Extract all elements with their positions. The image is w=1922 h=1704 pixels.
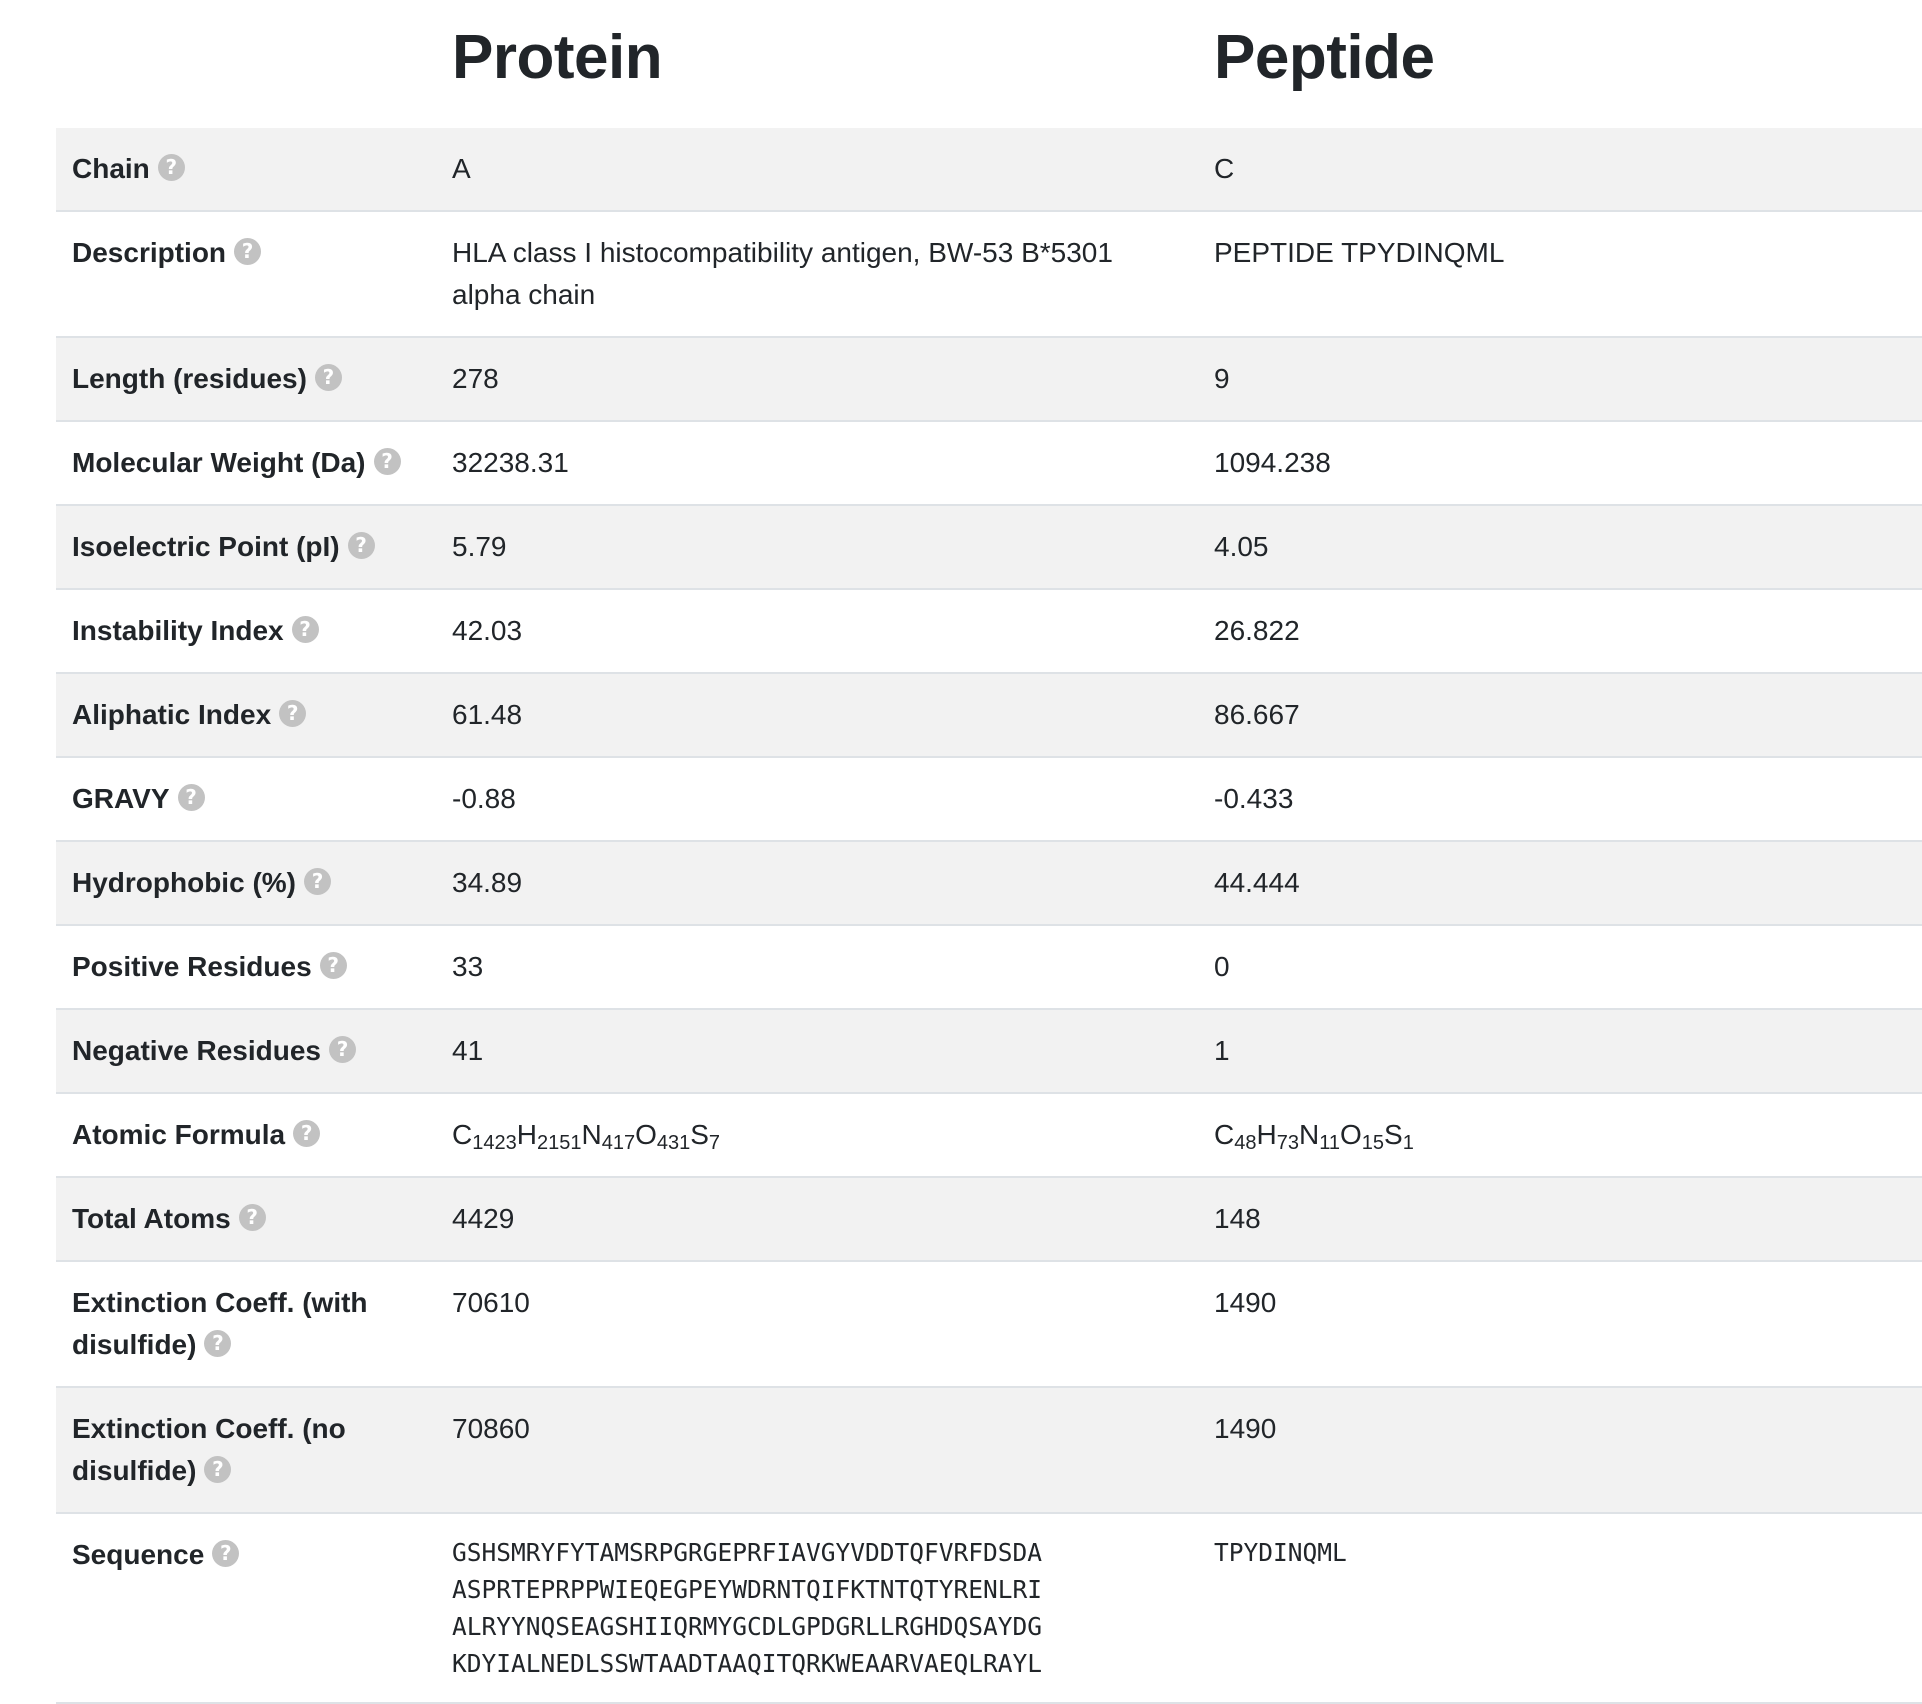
row-label bbox=[56, 337, 436, 421]
table-row bbox=[56, 1387, 1922, 1513]
row-label-text: Isoelectric Point (pI) bbox=[72, 531, 340, 562]
peptide-formula-h: 73 bbox=[1276, 1132, 1299, 1154]
protein-column-title: Protein bbox=[452, 23, 663, 92]
table-row bbox=[56, 128, 1922, 211]
protein-value: 70610 bbox=[452, 1287, 530, 1318]
protein-value: HLA class I histocompatibility antigen, BW-53 B*5301 alpha chain bbox=[452, 237, 1113, 310]
protein-value: 42.03 bbox=[452, 615, 523, 646]
peptide-formula-o: 15 bbox=[1361, 1132, 1384, 1154]
sequence-line: TPYDINQML bbox=[1214, 1538, 1347, 1567]
protein-value: 4429 bbox=[452, 1203, 515, 1234]
column-header-row bbox=[56, 0, 1922, 130]
protein-formula-h: 2151 bbox=[536, 1132, 582, 1154]
peptide-value: 26.822 bbox=[1214, 615, 1300, 646]
protein-value: 32238.31 bbox=[452, 447, 569, 478]
help-icon[interactable]: ? bbox=[234, 238, 261, 265]
row-label bbox=[56, 757, 436, 841]
table-row bbox=[56, 841, 1922, 925]
row-label-text: Extinction Coeff. (with disulfide) bbox=[72, 1287, 368, 1360]
row-label-text: Aliphatic Index bbox=[72, 699, 272, 730]
sequence-line: ASPRTEPRPPWIEQEGPEYWDRNTQIFKTNTQTYRENLRI bbox=[452, 1575, 1043, 1604]
protein-value: 5.79 bbox=[452, 531, 507, 562]
table-row bbox=[56, 505, 1922, 589]
help-icon[interactable]: ? bbox=[279, 700, 306, 727]
row-label bbox=[56, 925, 436, 1009]
help-icon[interactable]: ? bbox=[304, 868, 331, 895]
help-icon[interactable]: ? bbox=[158, 154, 185, 181]
protein-formula-n: 417 bbox=[601, 1132, 636, 1154]
help-icon[interactable]: ? bbox=[212, 1540, 239, 1567]
peptide-value: C bbox=[1214, 153, 1235, 184]
help-icon[interactable]: ? bbox=[329, 1036, 356, 1063]
protein-value: 278 bbox=[452, 363, 499, 394]
row-label bbox=[56, 1177, 436, 1261]
table-row bbox=[56, 421, 1922, 505]
table-row bbox=[56, 1177, 1922, 1261]
protein-value: 34.89 bbox=[452, 867, 523, 898]
protein-value: 41 bbox=[452, 1035, 484, 1066]
table-row bbox=[56, 1261, 1922, 1387]
row-label-text: Extinction Coeff. (no disulfide) bbox=[72, 1413, 346, 1486]
table-row bbox=[56, 1513, 1922, 1703]
row-label-text: Molecular Weight (Da) bbox=[72, 447, 366, 478]
protein-sequence bbox=[436, 1513, 1198, 1703]
peptide-sequence bbox=[1198, 1513, 1922, 1703]
help-icon[interactable]: ? bbox=[178, 784, 205, 811]
row-label bbox=[56, 589, 436, 673]
peptide-atomic-formula: $C_{48}H_{73}N_{11}O_{15}S_1$ bbox=[1214, 1119, 1414, 1154]
row-label-text: Description bbox=[72, 237, 227, 268]
row-label-text: Length (residues) bbox=[72, 363, 307, 394]
row-label-text: GRAVY bbox=[72, 783, 170, 814]
table-row bbox=[56, 589, 1922, 673]
row-label bbox=[56, 505, 436, 589]
row-label-text: Negative Residues bbox=[72, 1035, 321, 1066]
protein-formula-c: 1423 bbox=[472, 1132, 517, 1154]
peptide-value: -0.433 bbox=[1214, 783, 1294, 814]
table-row bbox=[56, 1093, 1922, 1177]
row-label-text: Sequence bbox=[72, 1539, 205, 1570]
sequence-line: ALRYYNQSEAGSHIIQRMYGCDLGPDGRLLRGHDQSAYDG bbox=[452, 1612, 1043, 1641]
row-label bbox=[56, 1387, 436, 1513]
table-row bbox=[56, 925, 1922, 1009]
row-label bbox=[56, 841, 436, 925]
help-icon[interactable]: ? bbox=[374, 448, 401, 475]
protein-value: A bbox=[452, 153, 471, 184]
peptide-formula-n: 11 bbox=[1319, 1132, 1340, 1154]
row-label bbox=[56, 1093, 436, 1177]
protein-value: 61.48 bbox=[452, 699, 523, 730]
peptide-formula-s: 1 bbox=[1402, 1132, 1414, 1154]
table-row bbox=[56, 1009, 1922, 1093]
peptide-value: PEPTIDE TPYDINQML bbox=[1214, 237, 1505, 268]
protein-formula-o: 431 bbox=[656, 1132, 691, 1154]
row-label bbox=[56, 1513, 436, 1703]
peptide-value: 86.667 bbox=[1214, 699, 1300, 730]
protein-formula-s: 7 bbox=[708, 1132, 721, 1154]
peptide-value: 9 bbox=[1214, 363, 1230, 394]
row-label bbox=[56, 211, 436, 337]
protein-value: 33 bbox=[452, 951, 484, 982]
peptide-column-title: Peptide bbox=[1214, 23, 1435, 92]
peptide-value: 1 bbox=[1214, 1035, 1230, 1066]
help-icon[interactable]: ? bbox=[204, 1330, 231, 1357]
protein-value: -0.88 bbox=[452, 783, 516, 814]
peptide-value: 148 bbox=[1214, 1203, 1261, 1234]
peptide-formula-c: 48 bbox=[1234, 1132, 1257, 1154]
help-icon[interactable]: ? bbox=[204, 1456, 231, 1483]
peptide-value: 4.05 bbox=[1214, 531, 1269, 562]
peptide-value: 0 bbox=[1214, 951, 1230, 982]
table-row bbox=[56, 757, 1922, 841]
table-row bbox=[56, 337, 1922, 421]
properties-table bbox=[56, 128, 1922, 1704]
sequence-line: KDYIALNEDLSSWTAADTAAQITQRKWEAARVAEQLRAYL bbox=[452, 1649, 1043, 1678]
row-label-text: Hydrophobic (%) bbox=[72, 867, 296, 898]
peptide-value: 1490 bbox=[1214, 1287, 1277, 1318]
row-label bbox=[56, 673, 436, 757]
protein-value: 70860 bbox=[452, 1413, 530, 1444]
help-icon[interactable]: ? bbox=[239, 1204, 266, 1231]
table-row bbox=[56, 211, 1922, 337]
help-icon[interactable]: ? bbox=[320, 952, 347, 979]
sequence-line: GSHSMRYFYTAMSRPGRGEPRFIAVGYVDDTQFVRFDSDA bbox=[452, 1538, 1043, 1567]
peptide-value: 1490 bbox=[1214, 1413, 1277, 1444]
peptide-value: 1094.238 bbox=[1214, 447, 1331, 478]
help-icon[interactable]: ? bbox=[292, 616, 319, 643]
table-row bbox=[56, 673, 1922, 757]
help-icon[interactable]: ? bbox=[293, 1120, 320, 1147]
row-label bbox=[56, 1009, 436, 1093]
row-label bbox=[56, 421, 436, 505]
peptide-value: 44.444 bbox=[1214, 867, 1300, 898]
row-label-text: Positive Residues bbox=[72, 951, 312, 982]
row-label-text: Total Atoms bbox=[72, 1203, 231, 1234]
help-icon[interactable]: ? bbox=[348, 532, 375, 559]
row-label-text: Instability Index bbox=[72, 615, 284, 646]
row-label bbox=[56, 128, 436, 211]
row-label-text: Atomic Formula bbox=[72, 1119, 286, 1150]
row-label bbox=[56, 1261, 436, 1387]
help-icon[interactable]: ? bbox=[315, 364, 342, 391]
row-label-text: Chain bbox=[72, 153, 150, 184]
protein-atomic-formula: $C_{1423}H_{2151}N_{417}O_{431}S_7$ bbox=[452, 1119, 721, 1154]
